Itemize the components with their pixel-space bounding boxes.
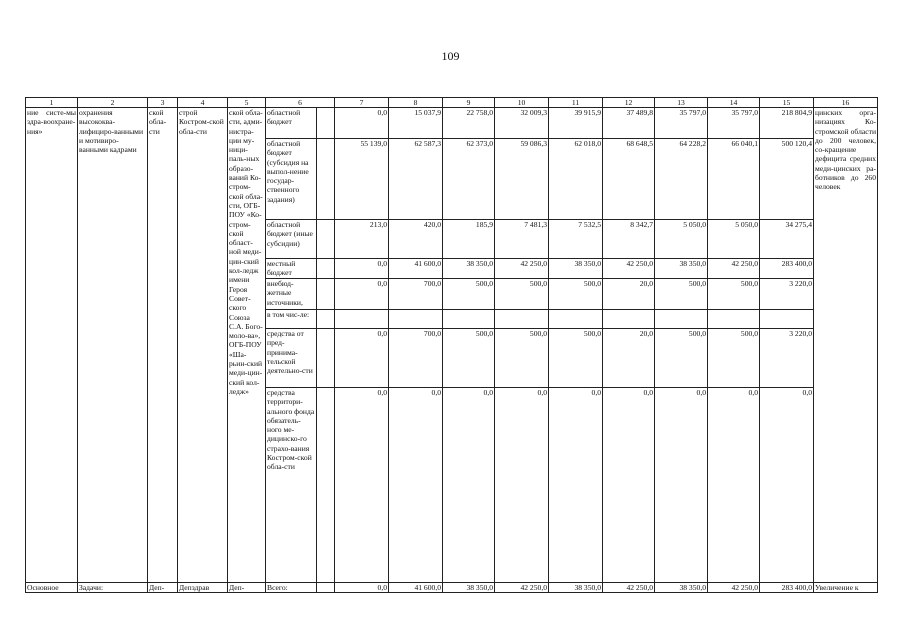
value-cell: 62 373,0	[443, 139, 495, 220]
value-cell: 500,0	[655, 279, 708, 310]
header-cell: 7	[335, 98, 389, 108]
value-cell: 5 050,0	[655, 220, 708, 259]
value-cell: 0,0	[335, 259, 389, 279]
coexecutor-cell: строй Костром-ской обла-сти	[178, 108, 228, 583]
value-cell: 500,0	[549, 279, 603, 310]
value-cell	[603, 310, 655, 329]
spacer-cell	[317, 220, 335, 259]
value-cell: 38 350,0	[655, 583, 708, 593]
value-cell: 42 250,0	[603, 583, 655, 593]
value-cell: 283 400,0	[760, 259, 814, 279]
value-cell: 0,0	[335, 388, 389, 583]
value-cell: 35 797,0	[708, 108, 760, 139]
spacer-cell	[317, 310, 335, 329]
value-cell	[760, 310, 814, 329]
value-cell: 42 250,0	[708, 259, 760, 279]
value-cell: 500,0	[655, 329, 708, 388]
header-cell: 16	[814, 98, 878, 108]
value-cell: 0,0	[495, 388, 549, 583]
value-cell: 500,0	[549, 329, 603, 388]
value-cell: 0,0	[655, 388, 708, 583]
spacer-cell	[317, 108, 335, 139]
value-cell: 62 587,3	[389, 139, 443, 220]
header-cell: 12	[603, 98, 655, 108]
value-cell: 0,0	[335, 108, 389, 139]
value-cell: 500,0	[708, 279, 760, 310]
value-cell: 0,0	[443, 388, 495, 583]
coexecutor-cell: Депздрав	[178, 583, 228, 593]
value-cell	[655, 310, 708, 329]
spacer-cell	[317, 259, 335, 279]
source-label: в том чис-ле:	[266, 310, 317, 329]
value-cell: 420,0	[389, 220, 443, 259]
source-label: местный бюджет	[266, 259, 317, 279]
value-cell: 41 600,0	[389, 259, 443, 279]
measure-name-cell: Основное	[26, 583, 78, 593]
budget-table	[25, 97, 878, 593]
source-label: внебюд-жетные источники,	[266, 279, 317, 310]
header-cell: 1	[26, 98, 78, 108]
value-cell: 3 220,0	[760, 279, 814, 310]
value-cell: 37 489,8	[603, 108, 655, 139]
spacer-cell	[317, 139, 335, 220]
spacer-cell	[317, 583, 335, 593]
value-cell: 8 342,7	[603, 220, 655, 259]
value-cell: 0,0	[335, 583, 389, 593]
source-label: Всего:	[266, 583, 317, 593]
value-cell: 213,0	[335, 220, 389, 259]
source-label: средства территори-ального фонда обязатель-ного ме-дицинско-го страхо-вания Костром-ской обла-сти	[266, 388, 317, 583]
value-cell	[335, 310, 389, 329]
value-cell: 64 228,2	[655, 139, 708, 220]
value-cell: 22 758,0	[443, 108, 495, 139]
value-cell: 500 120,4	[760, 139, 814, 220]
value-cell	[443, 310, 495, 329]
value-cell: 0,0	[603, 388, 655, 583]
value-cell	[708, 310, 760, 329]
value-cell: 283 400,0	[760, 583, 814, 593]
header-cell: 14	[708, 98, 760, 108]
value-cell: 38 350,0	[443, 259, 495, 279]
header-cell: 6	[266, 98, 335, 108]
value-cell: 500,0	[708, 329, 760, 388]
value-cell: 0,0	[335, 279, 389, 310]
source-label: областной бюджет (субсидия на выпол-нение государ-ственного задания)	[266, 139, 317, 220]
result-cell: цинских орга-низациях Ко-стромской области до 200 человек, со-кращение дефицита средних меди-цинских ра-ботников до 260 человек	[814, 108, 878, 583]
task-cell: Задачи:	[78, 583, 148, 593]
value-cell: 38 350,0	[549, 583, 603, 593]
table-row	[26, 108, 878, 139]
value-cell: 500,0	[495, 279, 549, 310]
value-cell: 5 050,0	[708, 220, 760, 259]
spacer-cell	[317, 279, 335, 310]
header-row	[26, 98, 878, 108]
value-cell: 55 139,0	[335, 139, 389, 220]
value-cell: 0,0	[389, 388, 443, 583]
value-cell: 0,0	[335, 329, 389, 388]
value-cell: 38 350,0	[549, 259, 603, 279]
result-cell: Увеличение к	[814, 583, 878, 593]
table-row	[26, 583, 878, 593]
page-number: 109	[441, 49, 460, 63]
value-cell: 38 350,0	[443, 583, 495, 593]
value-cell: 34 275,4	[760, 220, 814, 259]
value-cell: 218 804,9	[760, 108, 814, 139]
header-cell: 4	[178, 98, 228, 108]
executor-cell: ской обла-сти	[148, 108, 178, 583]
spacer-cell	[317, 388, 335, 583]
measure-name-cell: ние систе-мы здра-воохране-ния»	[26, 108, 78, 583]
value-cell: 32 009,3	[495, 108, 549, 139]
header-cell: 9	[443, 98, 495, 108]
value-cell: 68 648,5	[603, 139, 655, 220]
source-label: областной бюджет	[266, 108, 317, 139]
executor-cell: Деп-	[148, 583, 178, 593]
value-cell: 20,0	[603, 329, 655, 388]
value-cell: 35 797,0	[655, 108, 708, 139]
value-cell: 500,0	[495, 329, 549, 388]
header-cell: 15	[760, 98, 814, 108]
value-cell: 20,0	[603, 279, 655, 310]
source-label: областной бюджет (иные субсидии)	[266, 220, 317, 259]
value-cell: 62 018,0	[549, 139, 603, 220]
value-cell: 185,9	[443, 220, 495, 259]
value-cell	[549, 310, 603, 329]
participants-cell: ской обла-сти, адми-нистра-ции му-ници-паль-ных образо-ваний Ко-стром-ской обла-сти, ОГБ-ПОУ «Ко-стром-ской област-ной меди-цин-ский кол-ледж имени Героя Совет-ского Союза С.А. Бого-моло-ва», ОГБ-ПОУ «Ша-рьин-ский меди-цин-ский кол-ледж»	[228, 108, 266, 583]
value-cell: 42 250,0	[603, 259, 655, 279]
value-cell: 700,0	[389, 329, 443, 388]
value-cell: 3 220,0	[760, 329, 814, 388]
value-cell: 15 037,9	[389, 108, 443, 139]
header-cell: 11	[549, 98, 603, 108]
value-cell: 0,0	[760, 388, 814, 583]
header-cell: 10	[495, 98, 549, 108]
header-cell: 3	[148, 98, 178, 108]
value-cell: 0,0	[549, 388, 603, 583]
value-cell: 7 481,3	[495, 220, 549, 259]
value-cell	[495, 310, 549, 329]
header-cell: 2	[78, 98, 148, 108]
value-cell: 42 250,0	[495, 583, 549, 593]
value-cell: 39 915,9	[549, 108, 603, 139]
value-cell: 700,0	[389, 279, 443, 310]
value-cell: 500,0	[443, 329, 495, 388]
value-cell: 66 040,1	[708, 139, 760, 220]
header-cell: 5	[228, 98, 266, 108]
header-cell: 8	[389, 98, 443, 108]
source-label: средства от пред-принима-тельской деятельно-сти	[266, 329, 317, 388]
value-cell: 42 250,0	[495, 259, 549, 279]
value-cell: 41 600,0	[389, 583, 443, 593]
spacer-cell	[317, 329, 335, 388]
value-cell	[389, 310, 443, 329]
value-cell: 38 350,0	[655, 259, 708, 279]
task-cell: охранения высококва-лифициро-ванными и мотивиро-ванными кадрами	[78, 108, 148, 583]
header-cell: 13	[655, 98, 708, 108]
value-cell: 500,0	[443, 279, 495, 310]
value-cell: 0,0	[708, 388, 760, 583]
value-cell: 42 250,0	[708, 583, 760, 593]
value-cell: 59 086,3	[495, 139, 549, 220]
value-cell: 7 532,5	[549, 220, 603, 259]
participants-cell: Деп-	[228, 583, 266, 593]
